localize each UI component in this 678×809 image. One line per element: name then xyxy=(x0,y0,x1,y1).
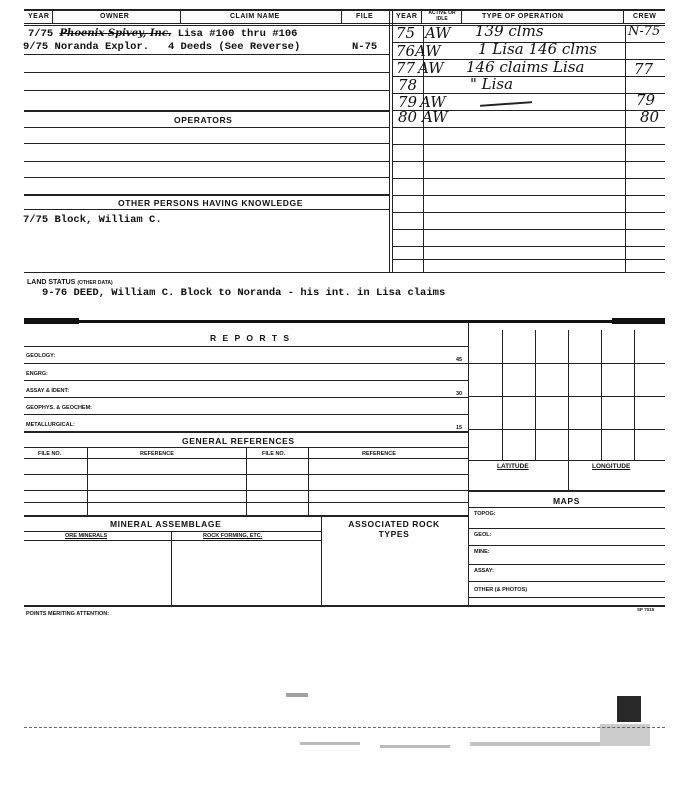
report-engrg: ENGRG: xyxy=(26,371,48,377)
map-mine: MINE: xyxy=(474,549,490,555)
act-op-77: 146 claims Lisa xyxy=(466,58,585,76)
report-num-45: 45 xyxy=(456,357,463,363)
section-divider xyxy=(24,320,665,323)
act-op-76: 1 Lisa 146 clms xyxy=(478,40,597,58)
knowledge-title: OTHER PERSONS HAVING KNOWLEDGE xyxy=(118,198,304,208)
form-number: SP 7015 xyxy=(637,607,655,612)
map-geol: GEOL: xyxy=(474,532,492,538)
operators-title: OPERATORS xyxy=(174,115,233,125)
owner-row-2: 9/75 Noranda Explor. 4 Deeds (See Reverse) xyxy=(23,41,301,53)
act-crew-77: 77 xyxy=(634,60,654,78)
act-year-79: 79 xyxy=(398,93,418,111)
act-crew-80: 80 xyxy=(640,108,660,126)
act-status-77: AW xyxy=(418,59,444,77)
col-active-idle: ACTIVE OR IDLE xyxy=(428,10,456,22)
act-status-76: AW xyxy=(415,42,441,60)
map-topog: TOPOG: xyxy=(474,511,496,517)
associated-rock-types: ASSOCIATED ROCK TYPES xyxy=(348,519,440,539)
act-crew-79: 79 xyxy=(636,91,656,109)
col-file: FILE xyxy=(356,13,374,20)
act-year-78: 78 xyxy=(398,76,418,94)
map-other: OTHER (& PHOTOS) xyxy=(474,587,528,593)
land-status-label: LAND STATUS (OTHER DATA) xyxy=(27,279,113,286)
ore-minerals-label: ORE MINERALS xyxy=(65,533,108,539)
ref-col-file-no-1: FILE NO. xyxy=(38,451,62,457)
act-year-77: 77 xyxy=(396,59,416,77)
report-num-30: 30 xyxy=(456,391,463,397)
report-geology: GEOLOGY: xyxy=(26,353,56,359)
act-crew-75: N-75 xyxy=(628,24,661,39)
act-status-80: AW xyxy=(422,108,448,126)
reports-title: R E P O R T S xyxy=(210,333,292,343)
act-op-78: " Lisa xyxy=(470,75,514,93)
points-meriting-attention: POINTS MERITING ATTENTION: xyxy=(26,611,110,617)
ref-col-file-no-2: FILE NO. xyxy=(262,451,286,457)
owner-file-2: N-75 xyxy=(352,41,378,53)
maps-title: MAPS xyxy=(553,496,580,506)
mineral-assemblage-title: MINERAL ASSEMBLAGE xyxy=(110,519,222,529)
rock-forming-label: ROCK FORMING, ETC. xyxy=(203,533,263,539)
knowledge-entry: 7/75 Block, William C. xyxy=(23,214,162,226)
latitude-label: LATITUDE xyxy=(497,463,529,470)
act-year-80: 80 xyxy=(398,108,418,126)
col-year: YEAR xyxy=(28,13,50,20)
general-references-title: GENERAL REFERENCES xyxy=(182,436,295,446)
col-claim-name: CLAIM NAME xyxy=(230,13,280,20)
land-status-entry: 9-76 DEED, William C. Block to Noranda - his int. in Lisa claims xyxy=(42,287,446,299)
owner-row-1: 7/75 Phoenix Spivey, Inc. Lisa #100 thru #106 xyxy=(28,28,298,40)
act-year-75: 75 xyxy=(396,24,416,42)
act-op-75: 139 clms xyxy=(475,22,544,40)
col-year-right: YEAR xyxy=(396,13,418,20)
map-assay: ASSAY: xyxy=(474,568,494,574)
col-type-of-operation: TYPE OF OPERATION xyxy=(482,13,564,20)
act-status-79: AW xyxy=(420,93,446,111)
ref-col-reference-2: REFERENCE xyxy=(362,451,396,457)
report-metallurgical: METALLURGICAL: xyxy=(26,422,75,428)
col-owner: OWNER xyxy=(100,13,130,20)
report-num-15: 15 xyxy=(456,425,463,431)
longitude-label: LONGITUDE xyxy=(592,463,631,470)
report-geophys: GEOPHYS. & GEOCHEM: xyxy=(26,405,93,411)
act-op-79-dash xyxy=(480,101,532,107)
ref-col-reference-1: REFERENCE xyxy=(140,451,174,457)
col-crew: CREW xyxy=(633,13,657,20)
act-year-76: 76 xyxy=(396,42,416,60)
act-status-75: AW xyxy=(425,24,451,42)
report-assay: ASSAY & IDENT: xyxy=(26,388,70,394)
